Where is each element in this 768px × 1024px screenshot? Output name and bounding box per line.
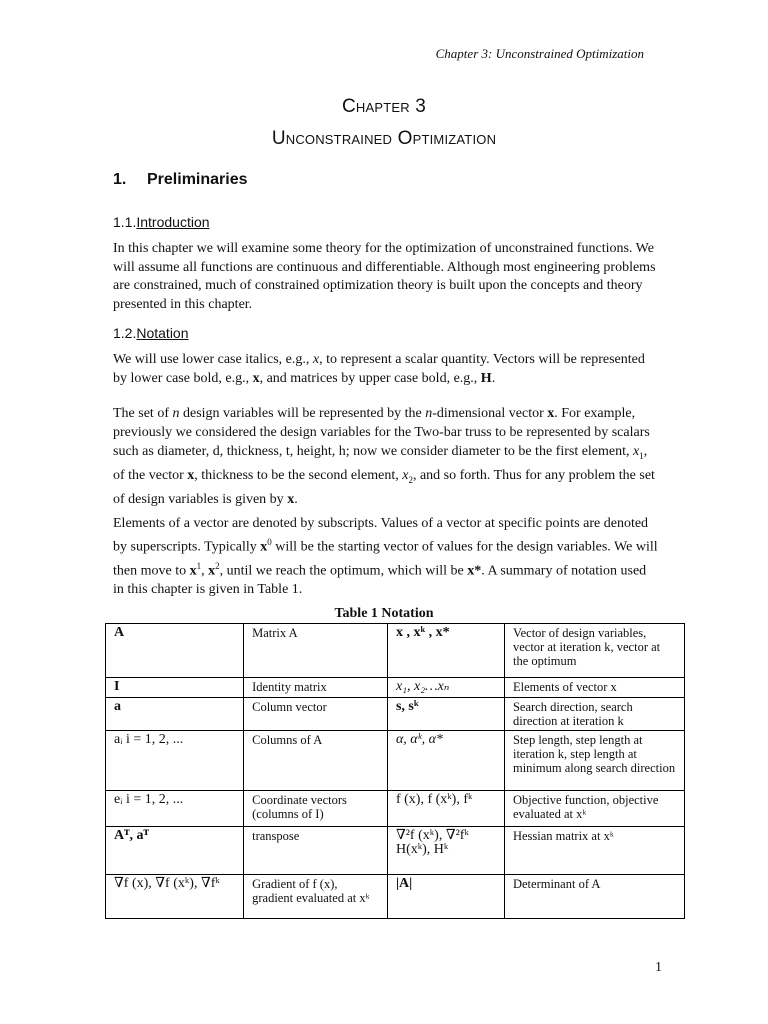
notation-paragraph-3 bbox=[113, 514, 658, 599]
table-row bbox=[106, 624, 685, 678]
table-cell-description: Coordinate vectors (columns of I) bbox=[244, 791, 388, 827]
text-run: will be the starting vector of values for the design variables. We will then move to bbox=[113, 539, 658, 579]
text-run: , of the vector bbox=[113, 444, 648, 483]
table-row bbox=[106, 827, 685, 875]
notation-paragraph-2 bbox=[113, 404, 658, 509]
text-run: , thickness to be the second element, bbox=[194, 467, 403, 483]
text-run: , and so forth. Thus for any problem the set of design variables is given by bbox=[113, 467, 655, 507]
table-cell-description: Elements of vector x bbox=[504, 678, 684, 698]
text-run: , to represent a scalar quantity. Vectors will be represented by lower case bold, e.g., bbox=[113, 352, 645, 386]
section-heading-preliminaries bbox=[113, 171, 248, 189]
subsection-title: Notation bbox=[136, 325, 189, 341]
superscript: 2 bbox=[215, 560, 220, 571]
text-run: -dimensional vector bbox=[432, 406, 548, 421]
math-bold-x: x bbox=[189, 563, 197, 579]
chapter-number: Chapter 3 bbox=[341, 96, 427, 117]
text-run: . bbox=[491, 370, 496, 386]
table-row bbox=[106, 678, 685, 698]
table-cell-symbol: f (x), f (xᵏ), fᵏ bbox=[387, 791, 504, 827]
table-cell-description: Column vector bbox=[244, 698, 388, 731]
notation-table bbox=[105, 623, 685, 919]
table-cell-symbol: aᵢ i = 1, 2, ... bbox=[106, 731, 244, 791]
table-cell-description: Hessian matrix at xᵏ bbox=[504, 827, 684, 875]
section-title: Preliminaries bbox=[147, 171, 248, 188]
introduction-paragraph: In this chapter we will examine some theory for the optimization of unconstrained functions. We will assume all functions are continuous and differentiable. Although most engineering problems are constrained, much of constrained optimization theory is built upon the concepts and theory presented in this chapter. bbox=[113, 241, 656, 312]
table-row bbox=[106, 698, 685, 731]
subsection-number: 1.2. bbox=[113, 325, 137, 341]
text-run: We will use lower case italics, e.g., bbox=[113, 352, 313, 367]
table-cell-description: Matrix A bbox=[244, 624, 388, 678]
superscript: 0 bbox=[267, 537, 272, 547]
section-number: 1. bbox=[113, 171, 127, 188]
table-cell-description: Step length, step length at iteration k, step length at minimum along search direction bbox=[504, 731, 684, 791]
table-cell-description: Objective function, objective evaluated at xᵏ bbox=[504, 791, 684, 827]
table-cell-description: transpose bbox=[244, 827, 388, 875]
subsection-title: Introduction bbox=[136, 214, 210, 230]
table-cell-symbol: I bbox=[106, 678, 244, 698]
subsection-heading-introduction bbox=[113, 214, 210, 230]
table-cell-symbol: a bbox=[106, 698, 244, 731]
math-bold-x-star: x* bbox=[467, 563, 482, 579]
table-cell-symbol: |A| bbox=[387, 875, 504, 919]
table-cell-description: Identity matrix bbox=[244, 678, 388, 698]
table-cell-description: Gradient of f (x), gradient evaluated at xᵏ bbox=[244, 875, 388, 919]
subsection-heading-notation bbox=[113, 325, 189, 341]
table-cell-description: Determinant of A bbox=[504, 875, 684, 919]
table-cell-symbol: x , xᵏ , x* bbox=[387, 624, 504, 678]
math-bold-x: x bbox=[252, 370, 260, 386]
superscript: 1 bbox=[196, 560, 202, 571]
math-bold-x: x bbox=[208, 563, 216, 579]
table-row bbox=[106, 875, 685, 919]
text-run: The set of bbox=[113, 406, 173, 421]
math-x2: x bbox=[402, 467, 409, 483]
subscript: 2 bbox=[408, 474, 413, 485]
text-run: Elements of a vector are denoted by subscripts. Values of a vector at specific points are denoted by superscripts. Typically bbox=[113, 516, 649, 555]
subsection-number: 1.1. bbox=[113, 214, 137, 230]
math-n: n bbox=[172, 406, 180, 421]
text-run: . For example, previously we considered the design variables for the Two-bar truss to be represented by scalars such as diameter, d, thickness, t, height, h; now we consider diameter to be the first element, bbox=[113, 406, 650, 459]
table-row bbox=[106, 791, 685, 827]
text-run: , until we reach the optimum, which will be bbox=[219, 563, 468, 579]
page-number: 1 bbox=[655, 960, 662, 975]
table-cell-symbol: s, sᵏ bbox=[387, 698, 504, 731]
subscript: 1 bbox=[639, 450, 644, 461]
math-bold-x: x bbox=[260, 539, 268, 555]
running-header: Chapter 3: Unconstrained Optimization bbox=[435, 46, 644, 61]
table-cell-description: Search direction, search direction at iteration k bbox=[504, 698, 684, 731]
notation-paragraph-1 bbox=[113, 351, 658, 388]
table-cell-description: Vector of design variables, vector at iteration k, vector at the optimum bbox=[504, 624, 684, 678]
table-cell-description: Columns of A bbox=[244, 731, 388, 791]
text-run: , and matrices by upper case bold, e.g., bbox=[259, 370, 481, 386]
table-row bbox=[106, 731, 685, 791]
math-bold-x: x bbox=[287, 491, 295, 507]
text-run: . bbox=[294, 491, 298, 507]
table-cell-symbol: x₁, x₂…xₙ bbox=[387, 678, 504, 698]
table-cell-symbol: A bbox=[106, 624, 244, 678]
math-bold-x: x bbox=[547, 406, 555, 421]
table-cell-symbol: Aᵀ, aᵀ bbox=[106, 827, 244, 875]
math-bold-x: x bbox=[187, 467, 195, 483]
table-cell-symbol: ∇²f (xᵏ), ∇²fᵏ H(xᵏ), Hᵏ bbox=[387, 827, 504, 875]
table-cell-symbol: α, αᵏ, α* bbox=[387, 731, 504, 791]
table-caption: Table 1 Notation bbox=[334, 606, 434, 621]
math-bold-h: H bbox=[480, 370, 492, 386]
chapter-title: Unconstrained Optimization bbox=[271, 128, 497, 149]
text-run: . A summary of notation used in this chapter is given in Table 1. bbox=[113, 563, 647, 598]
text-run: , bbox=[201, 563, 209, 579]
text-run: design variables will be represented by the bbox=[179, 406, 426, 421]
table-cell-symbol: eᵢ i = 1, 2, ... bbox=[106, 791, 244, 827]
math-x: x bbox=[312, 352, 320, 367]
table-cell-symbol: ∇f (x), ∇f (xᵏ), ∇fᵏ bbox=[106, 875, 244, 919]
math-n: n bbox=[425, 406, 433, 421]
math-x1: x bbox=[633, 444, 640, 459]
